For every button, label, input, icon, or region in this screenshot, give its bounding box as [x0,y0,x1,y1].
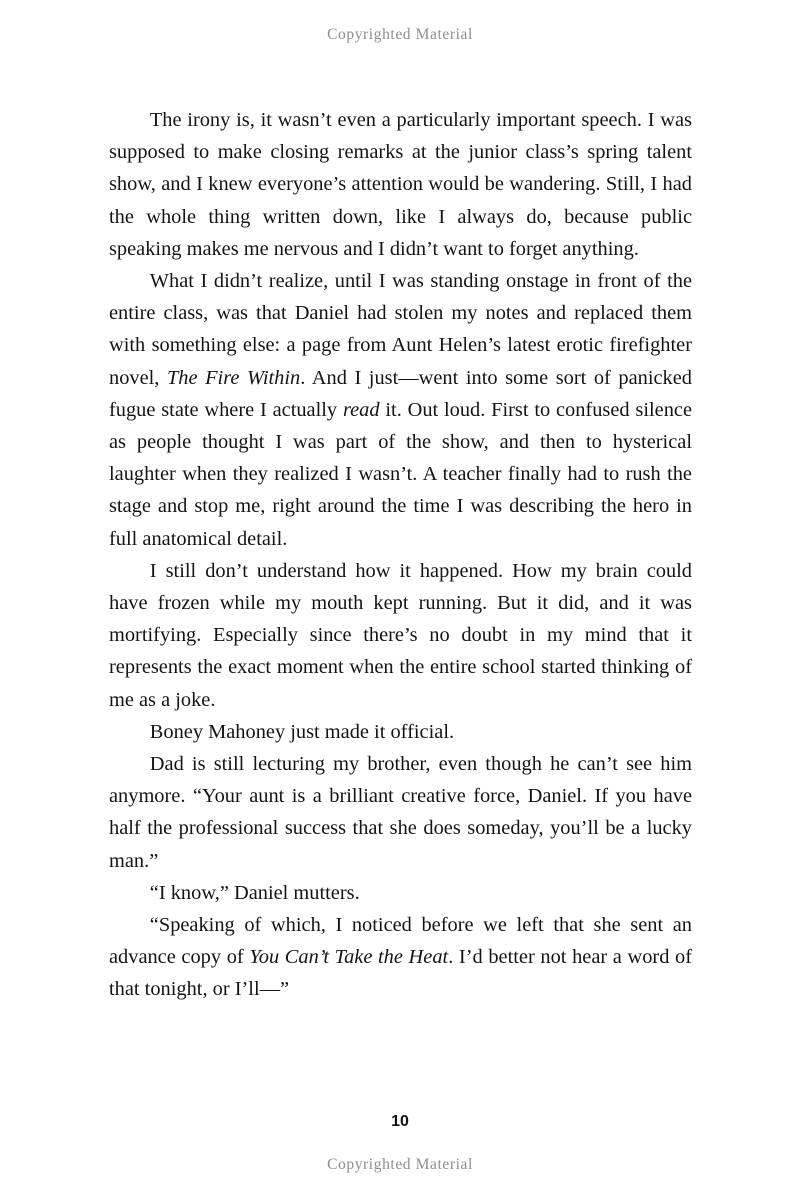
italic-title: read [342,398,380,421]
copyright-watermark-bottom: Copyrighted Material [327,1156,473,1173]
italic-title: You Can’t Take the Heat [249,946,449,969]
paragraph: “I know,” Daniel mutters. [149,881,360,904]
paragraph: “Speaking of which, I noticed before we left that she sent an advance copy of You Can’t Take the Heat. I’d better not hear a word of that tonight, or I’ll—” [109,914,693,1001]
page-number: 10 [391,1113,409,1130]
paragraph: Dad is still lecturing my brother, even though he can’t see him anymore. “Your aunt is a brilliant creative force, Daniel. If you have half the professional success that she does someday, you’ll be a lucky man.” [109,753,692,872]
paragraph: The irony is, it wasn’t even a particularly important speech. I was supposed to make closing remarks at the junior class’s spring talent show, and I knew everyone’s attention would be wandering. Still, I had the whole thing written down, like I always do, because public speaking makes me nervous and I didn’t want to forget anything. [109,109,692,260]
italic-title: The Fire Within [166,366,301,389]
page-body-text [109,104,692,1006]
paragraph: What I didn’t realize, until I was standing onstage in front of the entire class, was that Daniel had stolen my notes and replaced them with something else: a page from Aunt Helen’s latest erotic firefighter novel, The Fire Within. And I just—went into some sort of panicked fugue state where I actually read it. Out loud. First to confused silence as people thought I was part of the show, and then to hysterical laughter when they realized I wasn’t. A teacher finally had to rush the stage and stop me, right around the time I was describing the hero in full anatomical detail. [109,270,692,550]
copyright-watermark-top: Copyrighted Material [327,26,473,43]
paragraph: I still don’t understand how it happened. How my brain could have frozen while my mouth kept running. But it did, and it was mortifying. Especially since there’s no doubt in my mind that it represents the exact moment when the entire school started thinking of me as a joke. [109,559,692,711]
paragraph: Boney Mahoney just made it official. [149,720,455,743]
